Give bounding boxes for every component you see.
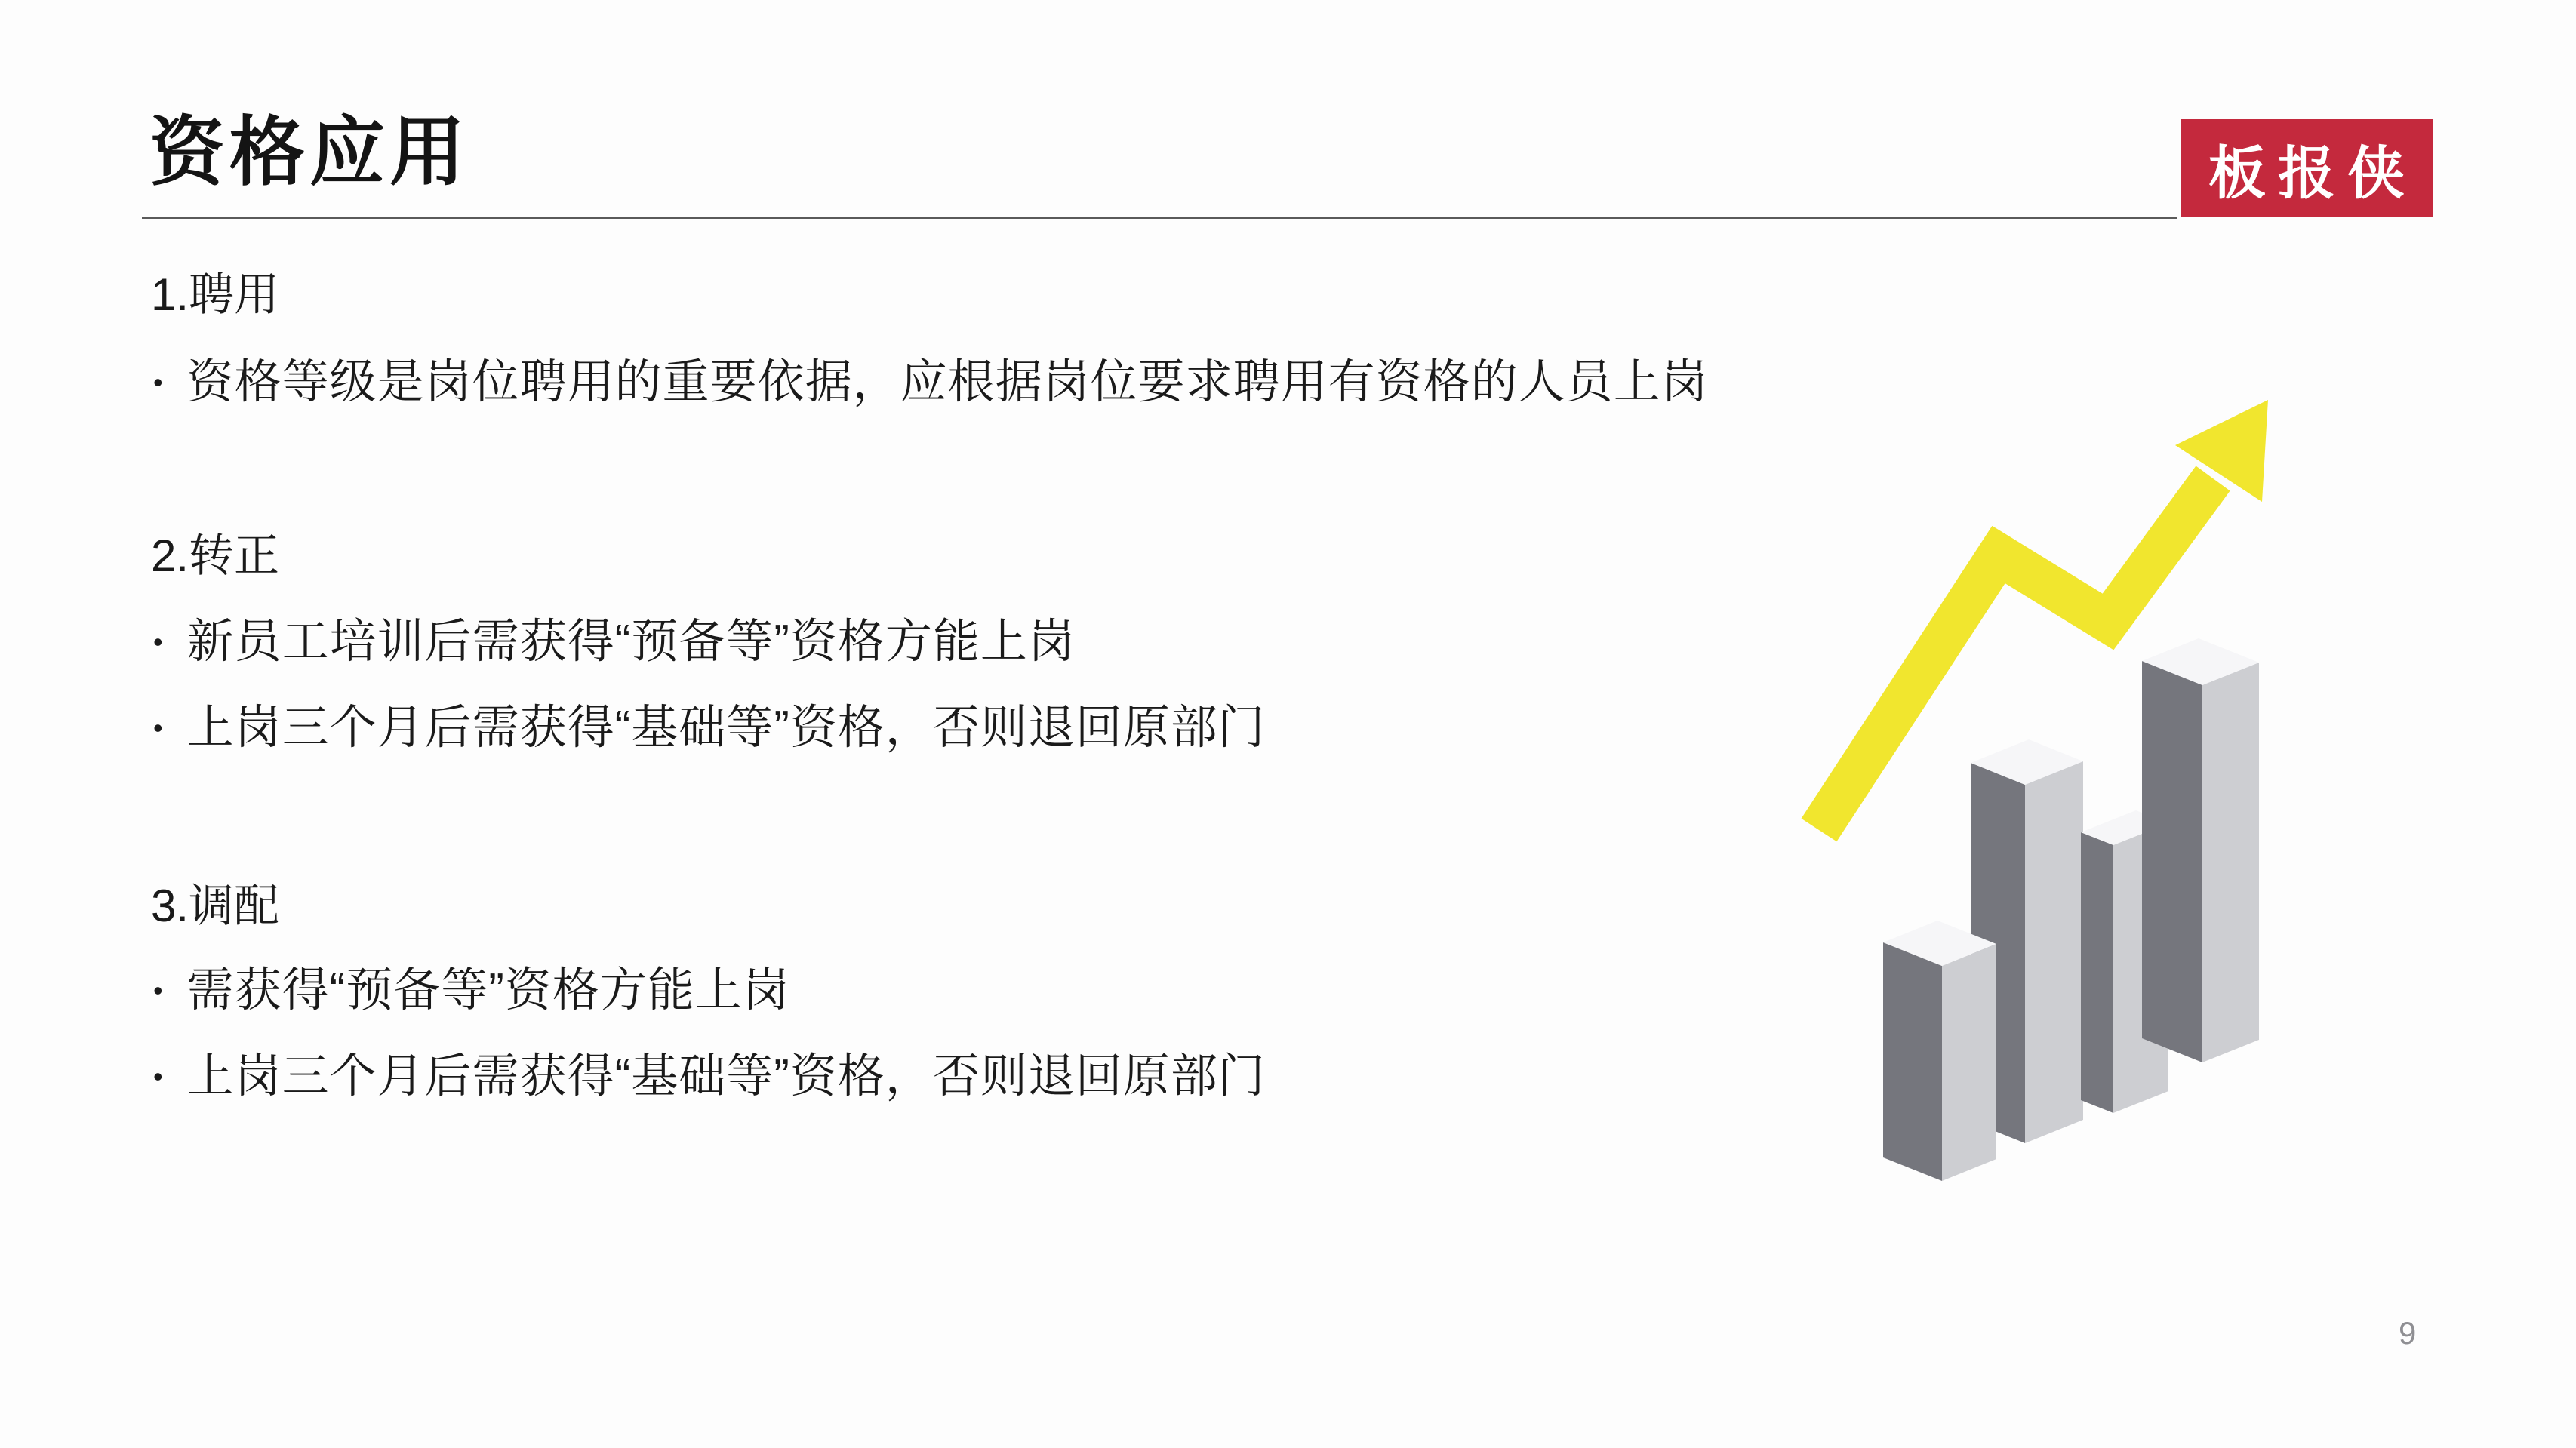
list-item [153,966,790,1016]
list-item [153,358,1709,407]
bullet-text: 需获得“预备等”资格方能上岗 [186,964,790,1016]
brand-logo-badge: 板报侠 [2181,119,2433,217]
iso-bar-4 [2142,638,2259,1062]
page-number: 9 [2399,1315,2417,1351]
bullet-icon: • [153,367,163,398]
bullet-text: 资格等级是岗位聘用的重要依据，应根据岗位要求聘用有资格的人员上岗 [186,356,1709,408]
title-underline [142,217,2177,219]
list-item [153,1052,1266,1102]
bullet-text: 新员工培训后需获得“预备等”资格方能上岗 [186,616,1076,668]
list-item [153,617,1076,667]
list-item [153,703,1266,753]
bullet-icon: • [153,1061,163,1092]
bullet-icon: • [153,626,163,657]
bullet-icon: • [153,975,163,1006]
bullet-icon: • [153,712,163,743]
section-heading-regularization: 2.转正 [151,530,280,581]
bullet-text: 上岗三个月后需获得“基础等”资格，否则退回原部门 [186,1050,1266,1102]
iso-bar-1 [1883,921,1996,1181]
section-heading-hiring: 1.聘用 [151,269,280,320]
growth-chart-illustration [1774,355,2302,1222]
section-heading-deployment: 3.调配 [151,881,280,931]
bullet-text: 上岗三个月后需获得“基础等”资格，否则退回原部门 [186,702,1266,754]
page-title: 资格应用 [149,110,469,195]
